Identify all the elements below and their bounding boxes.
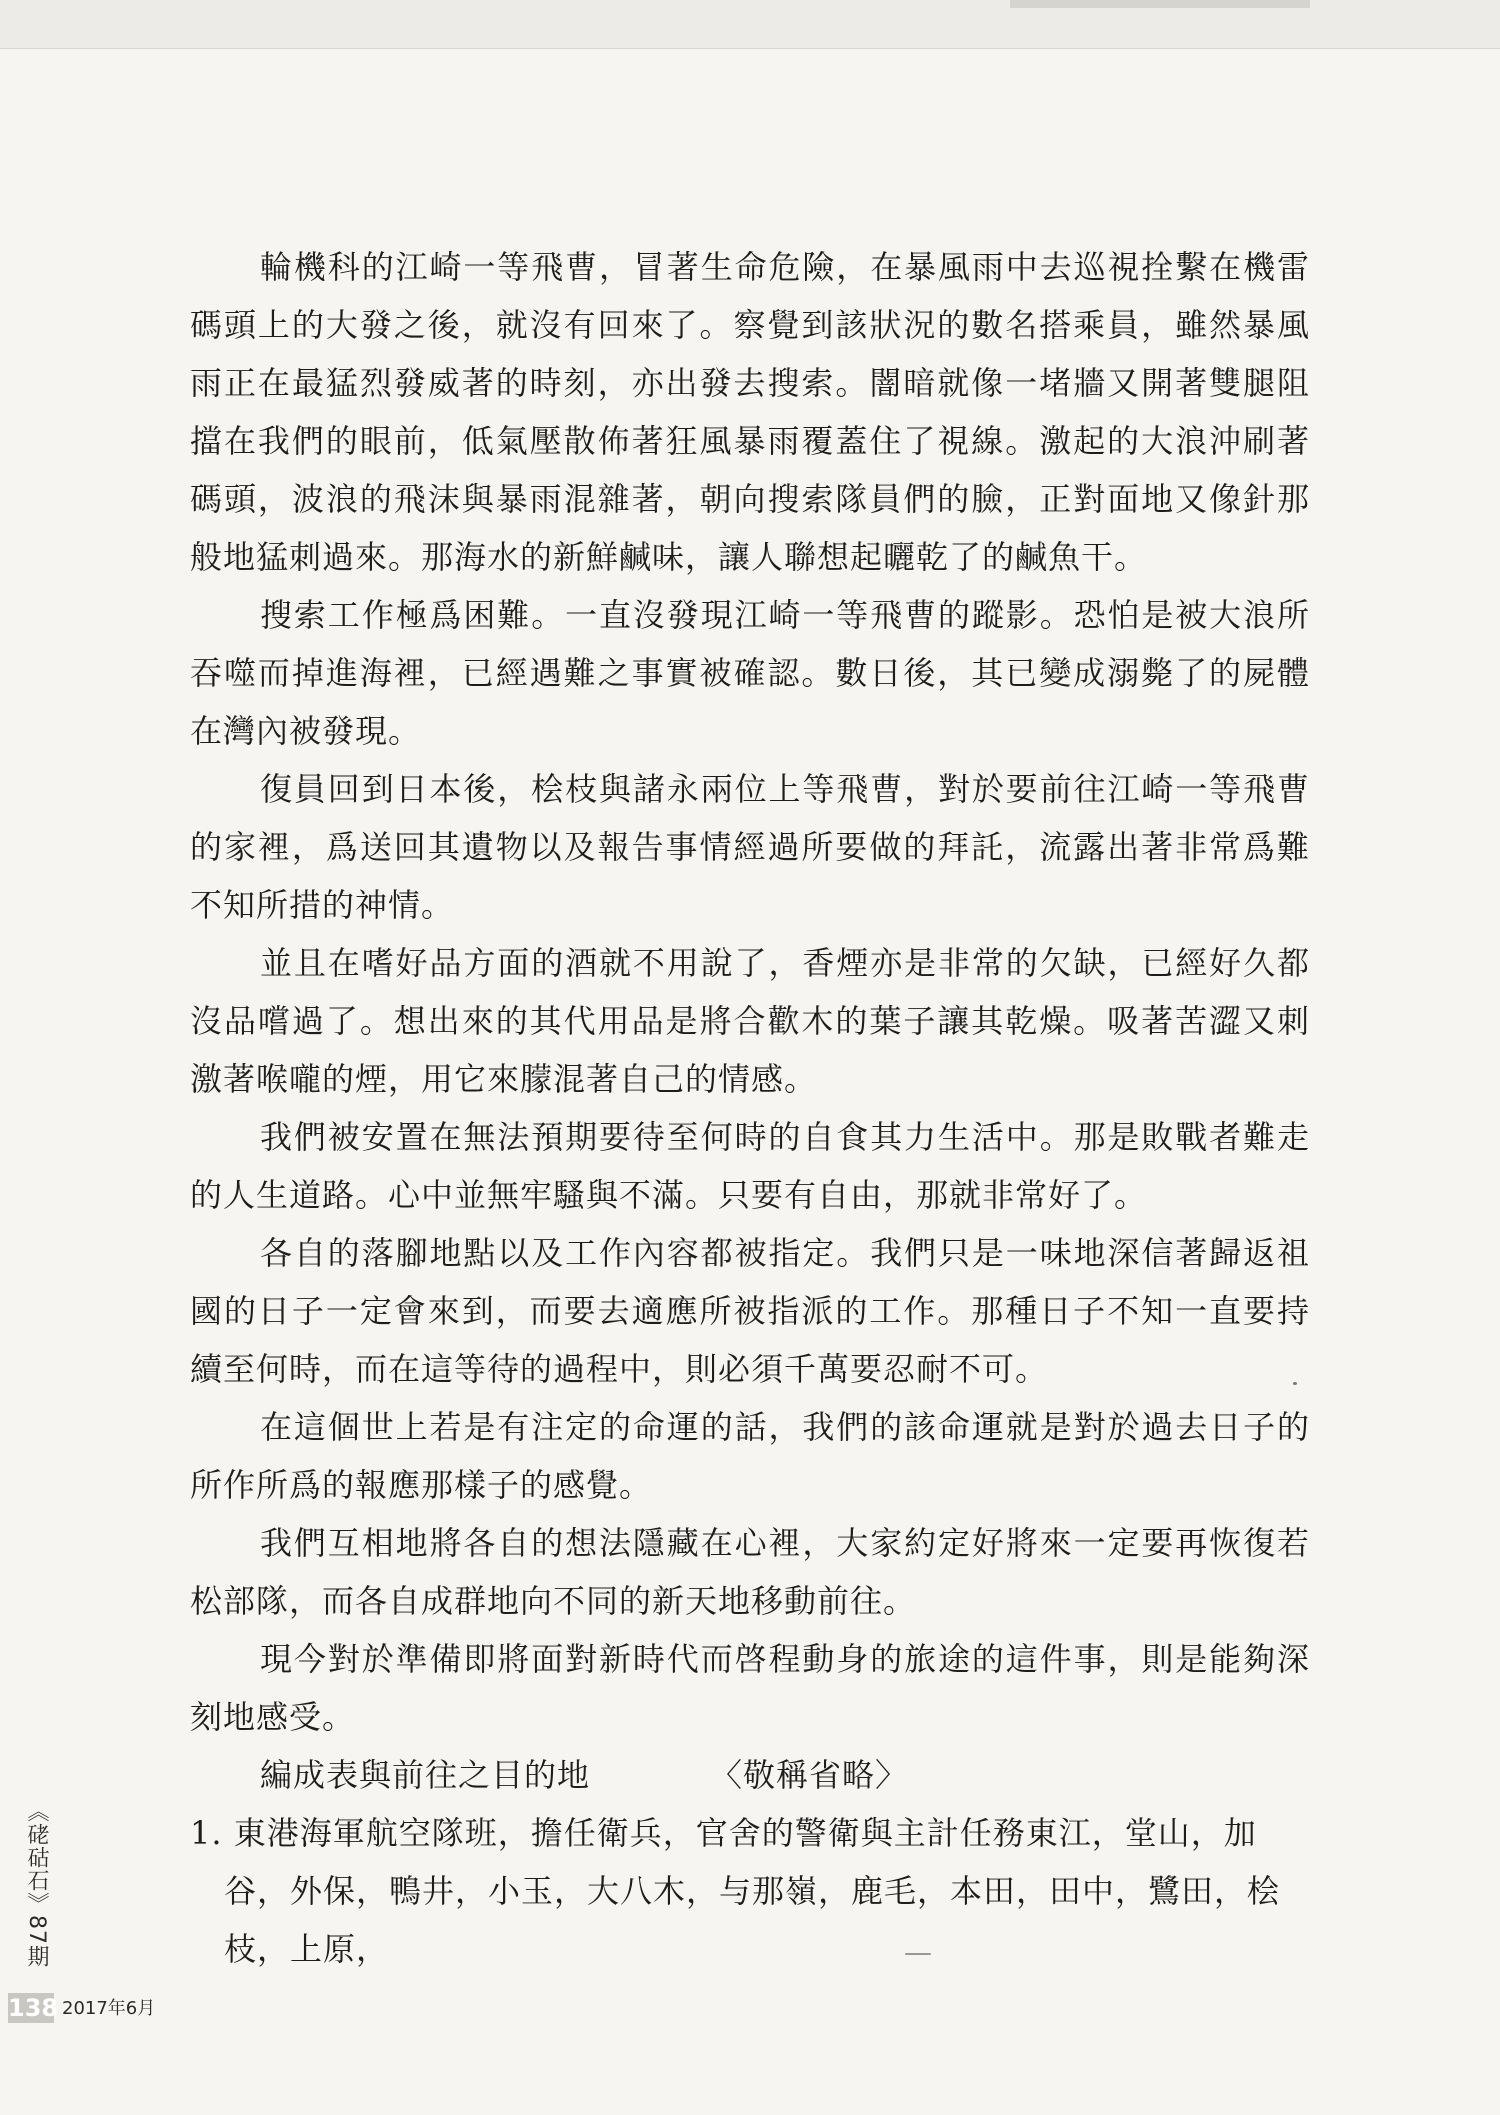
- roster-item-1: 1. 東港海軍航空隊班，擔任衛兵，官舍的警衛與主計任務東江，堂山，加谷，外保，鴨井，小玉，大八木，与那嶺，鹿毛，本田，田中，鷺田，桧枝，上原，: [190, 1814, 1281, 1968]
- scan-speck: [1293, 1382, 1297, 1385]
- paragraph-8: 我們互相地將各自的想法隱藏在心裡，大家約定好將來一定要再恢復若松部隊，而各自成群地向不同的新天地移動前往。: [190, 1524, 1310, 1620]
- header-remnant: [1010, 0, 1310, 8]
- issue-date: 2017年6月: [62, 1998, 156, 2019]
- article-body: [190, 238, 1310, 1978]
- paragraph-7: 在這個世上若是有注定的命運的話，我們的該命運就是對於過去日子的所作所爲的報應那樣子的感覺。: [190, 1408, 1310, 1504]
- scan-top-band: [0, 0, 1500, 49]
- page-number: 138: [8, 1994, 59, 2022]
- paragraph-4: 並且在嗜好品方面的酒就不用說了，香煙亦是非常的欠缺，已經好久都沒品嚐過了。想出來的其代用品是將合歡木的葉子讓其乾燥。吸著苦澀又刺激著喉嚨的煙，用它來朦混著自己的情感。: [190, 944, 1310, 1098]
- scan-speck: [905, 1953, 931, 1955]
- paragraph-2: 搜索工作極爲困難。一直沒發現江崎一等飛曹的蹤影。恐怕是被大浪所吞噬而掉進海裡，已經遇難之事實被確認。數日後，其已變成溺斃了的屍體在灣內被發現。: [190, 596, 1310, 750]
- paragraph-6: 各自的落腳地點以及工作內容都被指定。我們只是一味地深信著歸返祖國的日子一定會來到，而要去適應所被指派的工作。那種日子不知一直要持續至何時，而在這等待的過程中，則必須千萬要忍耐不可。: [190, 1234, 1310, 1388]
- paragraph-5: 我們被安置在無法預期要待至何時的自食其力生活中。那是敗戰者難走的人生道路。心中並無牢騷與不滿。只要有自由，那就非常好了。: [190, 1118, 1310, 1214]
- paragraph-1: 輪機科的江崎一等飛曹，冒著生命危險，在暴風雨中去巡視拴繫在機雷碼頭上的大發之後，就沒有回來了。察覺到該狀況的數名搭乘員，雖然暴風雨正在最猛烈發威著的時刻，亦出發去搜索。闇暗就像一堵牆又開著雙腿阻擋在我們的眼前，低氣壓散佈著狂風暴雨覆蓋住了視線。激起的大浪沖刷著碼頭，波浪的飛沫與暴雨混雜著，朝向搜索隊員們的臉，正對面地又像針那般地猛刺過來。那海水的新鮮鹹味，讓人聯想起曬乾了的鹹魚干。: [190, 248, 1310, 576]
- paragraph-3: 復員回到日本後，桧枝與諸永兩位上等飛曹，對於要前往江崎一等飛曹的家裡，爲送回其遺物以及報告事情經過所要做的拜託，流露出著非常爲難不知所措的神情。: [190, 770, 1310, 924]
- journal-title: 《硓𥑮石》87期: [24, 1800, 49, 1968]
- roster-heading: [190, 1746, 1310, 1804]
- roster-heading-title: 編成表與前往之目的地: [260, 1756, 591, 1794]
- paragraph-9: 現今對於準備即將面對新時代而啓程動身的旅途的這件事，則是能夠深刻地感受。: [190, 1640, 1310, 1736]
- roster-heading-note: 〈敬稱省略〉: [710, 1756, 909, 1794]
